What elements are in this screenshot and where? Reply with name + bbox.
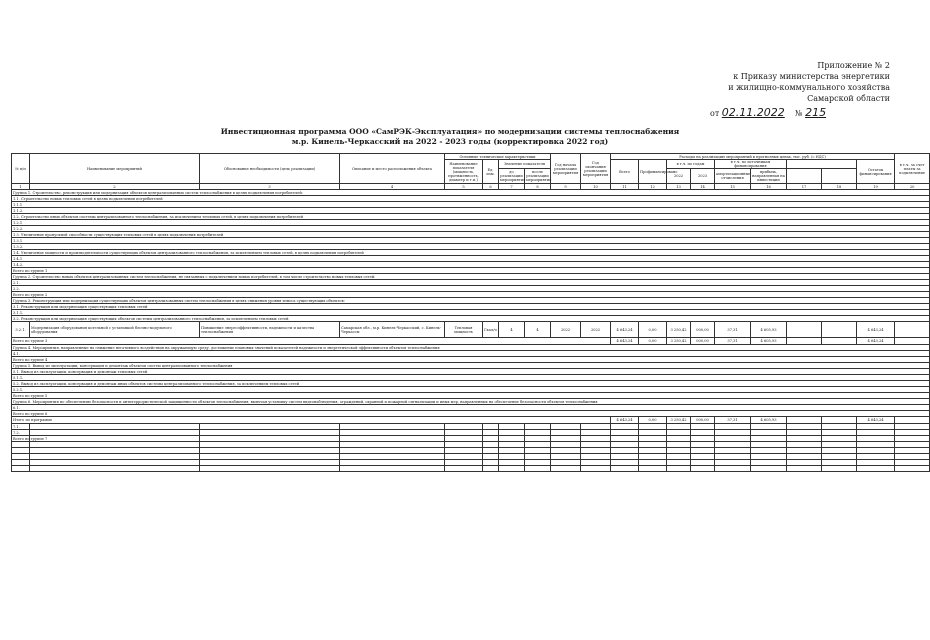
- row-label: Всего по группе 5: [12, 393, 930, 399]
- header-value: Значение показателя: [499, 160, 551, 169]
- header-tech: Основные технические характеристики: [445, 154, 551, 160]
- header-reason: Обоснование необходимости (цель реализации): [200, 154, 340, 184]
- row-number: [12, 466, 30, 472]
- date-prefix: от: [710, 109, 720, 118]
- approval-line-2: к Приказу министерства энергетики: [733, 72, 890, 81]
- table-cell: [200, 466, 340, 472]
- row-label: Группа 2. Строительство новых объектов централизованных систем теплоснабжения, не связанных с подключением новых потребителей, в том числе строительство новых тепловых сетей:: [12, 274, 930, 280]
- row-label: 4.1.: [12, 351, 930, 357]
- document-title: [190, 127, 710, 147]
- row-label: 1.3.2.: [12, 244, 930, 250]
- row-label: 1.2. Строительство иных объектов системы централизованного теплоснабжения, за исключением тепловых сетей, в целях подключения потребителей: [12, 214, 930, 220]
- table-cell: [895, 466, 930, 472]
- total-profit: 4 605,93: [751, 417, 787, 424]
- cost-total: 4 643,24: [611, 322, 639, 338]
- header-amort: амортизационные отчисления: [715, 169, 751, 184]
- cost-connect: [895, 322, 930, 338]
- header-2022: 2022: [667, 169, 691, 184]
- header-num: № п/п: [12, 154, 30, 184]
- row-label: 1.3.1: [12, 238, 930, 244]
- column-number: 2: [30, 184, 200, 190]
- title-line-1: Инвестиционная программа ООО «СамРЭК-Эксплуатация» по модернизации системы теплоснабжения: [220, 127, 680, 136]
- cost-profit: 4 605,93: [751, 322, 787, 338]
- investment-table: [11, 153, 930, 472]
- tech-unit: Гкал/ч: [483, 322, 499, 338]
- table-cell: [787, 338, 822, 345]
- column-number: 1: [12, 184, 30, 190]
- column-number: 18: [822, 184, 857, 190]
- table-body: [12, 184, 930, 472]
- row-label: 1.4. Увеличение мощности и производительности существующих объектов централизованного теплоснабжения, за исключением тепловых сетей, в целях подключения потребителей: [12, 250, 930, 256]
- row-label: 6.1.: [12, 405, 930, 411]
- row-label: 5.1. Вывод из эксплуатации, консервация и демонтаж тепловых сетей: [12, 369, 930, 375]
- row-label: Всего по группе 4: [12, 357, 930, 363]
- header-blank: [787, 160, 857, 169]
- approval-line-3: и жилищно-коммунального хозяйства: [728, 83, 890, 92]
- row-label: 3.1. Реконструкция или модернизация существующих тепловых сетей: [12, 304, 930, 310]
- header-empty-1: [787, 169, 822, 184]
- row-label: Всего по группе 2: [12, 292, 930, 298]
- row-label: Группа 4. Мероприятия, направленные на снижение негативного воздействия на окружающую среду, достижение плановых значений показателей надежности и энергетической эффективности объектов теплоснабжения: [12, 345, 930, 351]
- number-prefix: №: [794, 109, 803, 118]
- table-cell: [611, 466, 639, 472]
- header-after: после реализации мероприятия: [526, 170, 552, 182]
- table-cell: [822, 466, 857, 472]
- title-line-2: м.р. Кинель-Черкасский на 2022 - 2023 годы (корректировка 2022 год): [291, 137, 609, 146]
- header-connect: в т.ч. за счет платы за подключение: [895, 154, 930, 184]
- approval-block: [690, 60, 890, 119]
- column-number: 10: [581, 184, 611, 190]
- total-y2023: 000,00: [691, 338, 715, 345]
- total-remain: 4 643,24: [857, 338, 895, 345]
- total-y2022: 3 250,42: [667, 417, 691, 424]
- row-label: 1.1.2.: [12, 208, 930, 214]
- row-number: 7.2.: [12, 430, 30, 436]
- row-label: 5.1.1.: [12, 375, 930, 381]
- measure-reason: Повышение энергоэффективности, надежности и качества теплоснабжения: [200, 322, 340, 338]
- total-profit: 4 605,93: [751, 338, 787, 345]
- header-unit: Ед. изм.: [483, 160, 499, 184]
- row-label: 1.2.1: [12, 220, 930, 226]
- header-remain: Остаток финансирования: [857, 160, 895, 184]
- column-number: 16: [751, 184, 787, 190]
- total-financed: 0,00: [639, 417, 667, 424]
- table-cell: [525, 466, 551, 472]
- approval-number: 215: [805, 106, 827, 119]
- row-label: 1.1. Строительство новых тепловых сетей в целях подключения потребителей: [12, 196, 930, 202]
- table-cell: [895, 338, 930, 345]
- row-number: 7.1.: [12, 424, 30, 430]
- cost-2022: 3 250,42: [667, 322, 691, 338]
- column-number: 14: [691, 184, 715, 190]
- column-number: 12: [639, 184, 667, 190]
- column-number: 8: [525, 184, 551, 190]
- column-number: 6: [483, 184, 499, 190]
- total-remain: 4 643,24: [857, 417, 895, 424]
- measure-place: Самарская обл., м.р. Кинель-Черкасский, с. Кинель-Черкассы: [340, 322, 445, 338]
- column-number: 11: [611, 184, 639, 190]
- table-cell: [581, 466, 611, 472]
- column-number: 19: [857, 184, 895, 190]
- header-financed: Профинансировано: [639, 160, 667, 184]
- total-label: Итого по программе: [12, 417, 611, 424]
- data-row: [12, 322, 930, 338]
- cost-amort: 37,31: [715, 322, 751, 338]
- row-label: 1.4.1: [12, 256, 930, 262]
- approval-date: 02.11.2022: [721, 106, 785, 119]
- header-costs: Расходы на реализацию мероприятий в прогнозных ценах, тыс. руб. (с НДС): [611, 154, 895, 160]
- table-cell: [751, 466, 787, 472]
- table-cell: [30, 466, 200, 472]
- header-by-source: в т.ч. по источникам финансирования: [715, 160, 787, 169]
- header-2023: 2023: [691, 169, 715, 184]
- header-end: Год окончания реализации мероприятия: [581, 154, 611, 184]
- table-cell: [822, 338, 857, 345]
- column-number: 5: [445, 184, 483, 190]
- table-cell: [340, 466, 445, 472]
- row-label: Группа 5. Вывод из эксплуатации, консервация и демонтаж объектов систем централизованного теплоснабжения: [12, 363, 930, 369]
- total-amort: 37,31: [715, 417, 751, 424]
- approval-line-4: Самарской области: [807, 94, 890, 103]
- measure-name: Модернизация оборудования котельной с установкой блочно-модульного оборудования: [30, 322, 200, 338]
- row-label: 3.1.1.: [12, 310, 930, 316]
- column-number: 3: [200, 184, 340, 190]
- column-number: 20: [895, 184, 930, 190]
- approval-date-line: [690, 107, 890, 119]
- row-label: Группа 6. Мероприятия по обеспечению безопасности и антитеррористической защищенности объектов теплоснабжения, включая установку систем видеонаблюдения, ограждений, охранной и пожарной сигнализации и иных мер, направленных на обеспечение безопасности объектов теплоснабжения: [12, 399, 930, 405]
- column-number: 9: [551, 184, 581, 190]
- row-label: 2.2.: [12, 286, 930, 292]
- row-label: 2.1.: [12, 280, 930, 286]
- total-y2023: 000,00: [691, 417, 715, 424]
- table-cell: [822, 417, 857, 424]
- column-number: 13: [667, 184, 691, 190]
- row-label: Группа 3. Реконструкция или модернизация существующих объектов централизованных систем теплоснабжения в целях снижения уровня износа существующих объектов:: [12, 298, 930, 304]
- total-y2022: 3 250,42: [667, 338, 691, 345]
- grand-total-row: [12, 417, 930, 424]
- column-number: 7: [499, 184, 525, 190]
- header-total: Всего: [611, 160, 639, 184]
- cost-financed: 0,00: [639, 322, 667, 338]
- header-by-year: в т.ч. по годам: [667, 160, 715, 169]
- row-number: 3.2.1.: [12, 322, 30, 338]
- total-financed: 0,00: [639, 338, 667, 345]
- table-cell: [822, 322, 857, 338]
- table-cell: [499, 466, 525, 472]
- table-cell: [639, 466, 667, 472]
- header-place: Описание и место расположения объекта: [340, 154, 445, 184]
- row-label: Всего по группе 6: [12, 411, 930, 417]
- row-label: Группа 1. Строительство, реконструкция или модернизация объектов централизованных систем теплоснабжения в целях подключения потребителей:: [12, 190, 930, 196]
- table-cell: [691, 466, 715, 472]
- tech-param: Тепловая мощность: [445, 322, 483, 338]
- table-cell: [895, 417, 930, 424]
- table-cell: [667, 466, 691, 472]
- column-number: 4: [340, 184, 445, 190]
- row-label: 3.2. Реконструкция или модернизация существующих объектов системы централизованного теплоснабжения, за исключением тепловых сетей: [12, 316, 930, 322]
- row-label: 1.4.2.: [12, 262, 930, 268]
- value-after: 4: [525, 322, 551, 338]
- total-amort: 37,31: [715, 338, 751, 345]
- total-label: Всего по группе 3: [12, 338, 611, 345]
- cost-remain: 4 643,24: [857, 322, 895, 338]
- row-label: 5.2. Вывод из эксплуатации, консервация и демонтаж иных объектов системы централизованного теплоснабжения, за исключением тепловых сетей: [12, 381, 930, 387]
- table-cell: [787, 466, 822, 472]
- end-year: 2022: [581, 322, 611, 338]
- total-total: 4 643,24: [611, 417, 639, 424]
- table-cell: [551, 466, 581, 472]
- table-row: [12, 466, 930, 472]
- table-cell: [483, 466, 499, 472]
- start-year: 2022: [551, 322, 581, 338]
- row-label: 1.2.2.: [12, 226, 930, 232]
- table-cell: [715, 466, 751, 472]
- table-cell: [787, 322, 822, 338]
- header-name: Наименование мероприятий: [30, 154, 200, 184]
- row-label: 5.2.1.: [12, 387, 930, 393]
- row-label: Всего по группе 1: [12, 268, 930, 274]
- table-cell: [445, 466, 483, 472]
- row-label: 1.3. Увеличение пропускной способности существующих тепловых сетей в целях подключения потребителей: [12, 232, 930, 238]
- total-total: 4 643,24: [611, 338, 639, 345]
- table-cell: [787, 417, 822, 424]
- header-before: до реализации мероприятия: [500, 170, 526, 182]
- row-label: 1.1.1: [12, 202, 930, 208]
- table-cell: [857, 466, 895, 472]
- column-number: 17: [787, 184, 822, 190]
- value-before: 4: [499, 322, 525, 338]
- row-number: Всего по группе 7: [13, 436, 48, 441]
- investment-table-wrapper: [11, 153, 926, 472]
- header-profit: прибыль, направленная на инвестиции: [752, 170, 785, 182]
- header-param: Наименование показателя (мощность, протяженность, диаметр и т.п.): [445, 160, 483, 184]
- column-number: 15: [715, 184, 751, 190]
- cost-2023: 000,00: [691, 322, 715, 338]
- header-empty-2: [822, 169, 857, 184]
- group-total-row: [12, 338, 930, 345]
- approval-line-1: Приложение № 2: [817, 61, 890, 70]
- header-start: Год начала реализации мероприятия: [551, 154, 581, 184]
